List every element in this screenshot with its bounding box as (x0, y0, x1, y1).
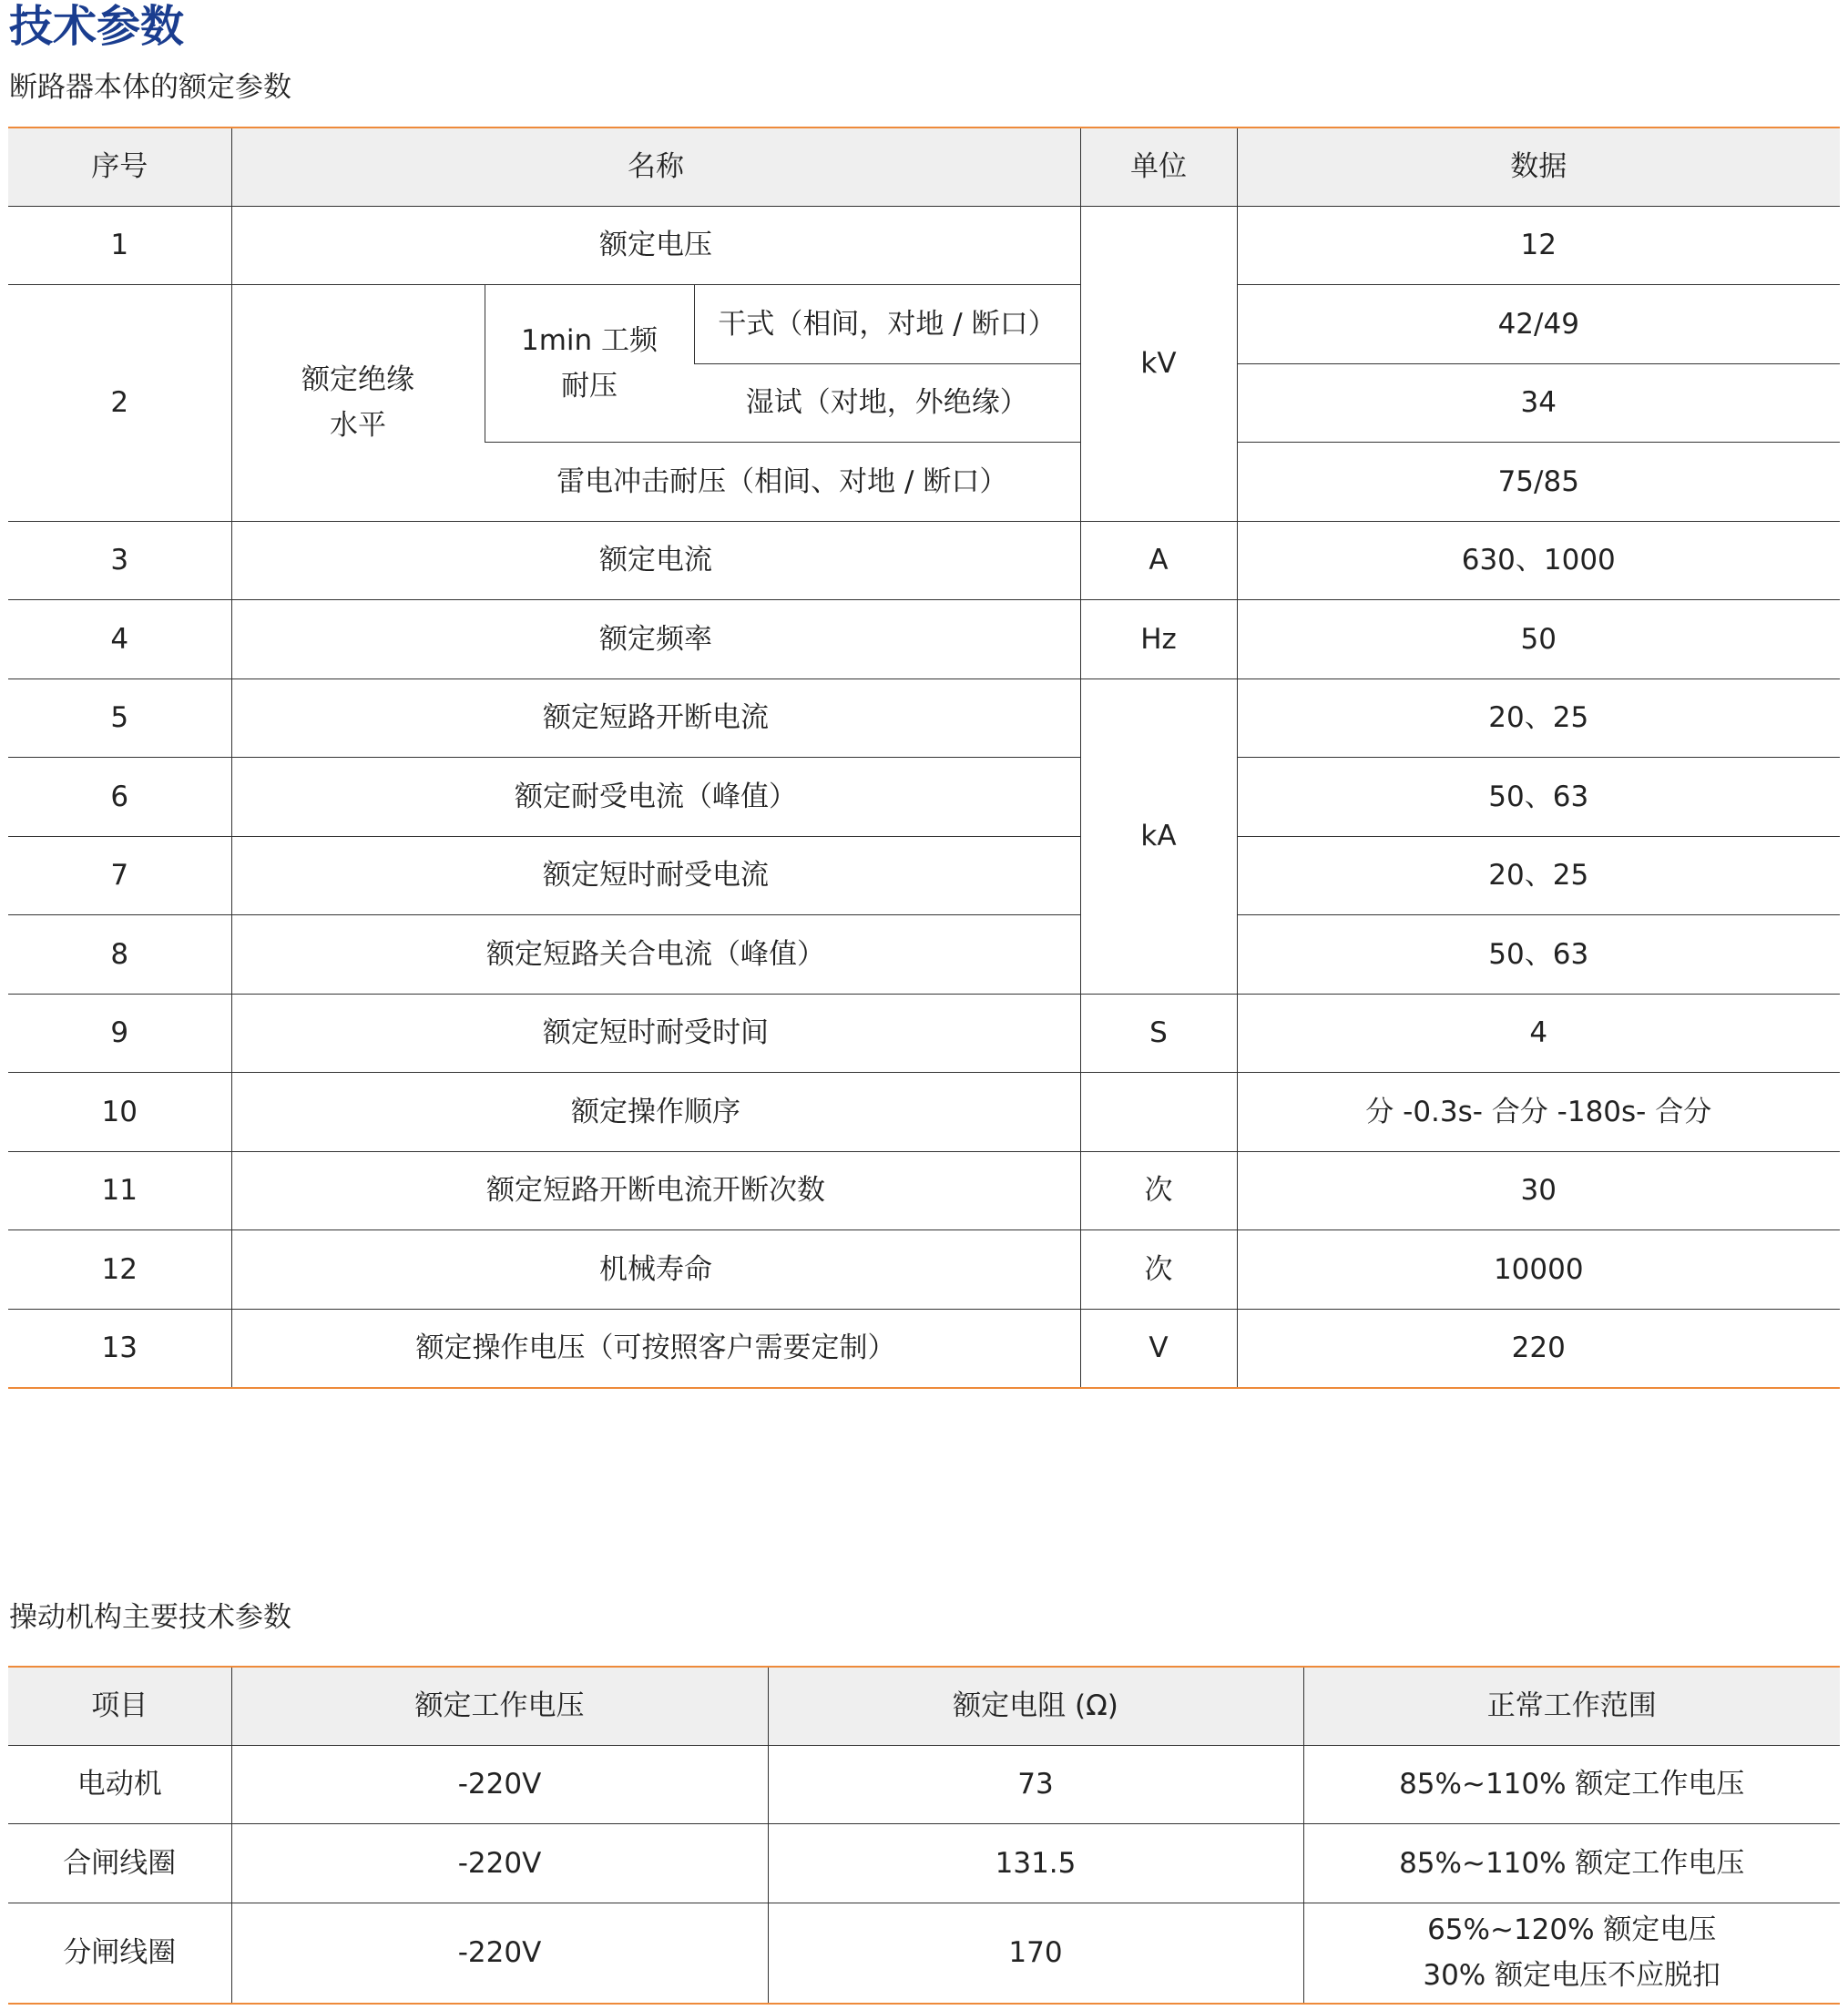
row-item: 电动机 (8, 1745, 231, 1824)
header-item: 项目 (8, 1667, 231, 1745)
row-unit: 次 (1080, 1151, 1237, 1230)
row-name: 额定短时耐受时间 (231, 994, 1080, 1073)
header-no: 序号 (8, 128, 231, 206)
table-row (8, 1745, 1840, 1824)
row-name: 额定短路开断电流 (231, 679, 1080, 758)
header-range: 正常工作范围 (1303, 1667, 1840, 1745)
table-row (8, 600, 1840, 679)
power-frequency-line1: 1min 工频 (520, 324, 659, 357)
header-unit: 单位 (1080, 128, 1237, 206)
row-no: 10 (8, 1073, 231, 1152)
row-unit: 次 (1080, 1230, 1237, 1310)
table-row (8, 1309, 1840, 1388)
table-row (8, 915, 1840, 995)
insulation-label-line1: 额定绝缘 (301, 363, 414, 397)
wet-test-label: 湿试（对地，外绝缘） (694, 363, 1080, 443)
insulation-label-line2: 水平 (330, 409, 386, 443)
wet-test-value: 34 (1237, 363, 1840, 443)
header-value: 数据 (1237, 128, 1840, 206)
table-row (8, 994, 1840, 1073)
row-value: 50 (1237, 600, 1840, 679)
row-range: 85%~110% 额定工作电压 (1303, 1824, 1840, 1903)
row-name: 额定操作电压（可按照客户需要定制） (231, 1309, 1080, 1388)
row-item: 分闸线圈 (63, 1936, 177, 1970)
power-frequency-label (485, 285, 694, 443)
header-name: 名称 (231, 128, 1080, 206)
range-line2: 30% 额定电压不应脱扣 (1423, 1959, 1721, 1993)
row-voltage: -220V (231, 1824, 768, 1903)
row-range (1303, 1903, 1840, 2004)
table-row (8, 206, 1840, 285)
insulation-level-label (231, 285, 485, 522)
row-name: 额定电流 (231, 521, 1080, 600)
row-no: 2 (8, 285, 231, 522)
table-row (8, 1151, 1840, 1230)
table-row (8, 1230, 1840, 1310)
row-value: 12 (1237, 206, 1840, 285)
row-unit: A (1080, 521, 1237, 600)
row-name: 额定短路开断电流开断次数 (231, 1151, 1080, 1230)
row-value: 10000 (1237, 1230, 1840, 1310)
row-no: 1 (8, 206, 231, 285)
range-line1: 65%~120% 额定电压 (1427, 1913, 1717, 1947)
row-value: 30 (1237, 1151, 1840, 1230)
row-no: 13 (101, 1331, 138, 1364)
page-title: 技术参数 (9, 1, 185, 52)
row-no: 12 (8, 1230, 231, 1310)
row-unit (1080, 1073, 1237, 1152)
row-no: 3 (8, 521, 231, 600)
row-resistance: 73 (768, 1745, 1303, 1824)
row-no: 7 (8, 836, 231, 915)
row-value: 220 (1237, 1309, 1840, 1388)
table-row (8, 679, 1840, 758)
row-value: 630、1000 (1237, 521, 1840, 600)
row-resistance: 170 (768, 1903, 1303, 2004)
table-row (8, 1903, 1840, 2004)
section-subtitle-breaker: 断路器本体的额定参数 (9, 71, 291, 104)
table-row (8, 758, 1840, 837)
row-value: 4 (1237, 994, 1840, 1073)
row-name: 额定短路关合电流（峰值） (231, 915, 1080, 995)
table-row (8, 1824, 1840, 1903)
row-value: 分 -0.3s- 合分 -180s- 合分 (1237, 1073, 1840, 1152)
row-voltage: -220V (231, 1745, 768, 1824)
row-range: 85%~110% 额定工作电压 (1303, 1745, 1840, 1824)
row-unit: S (1080, 994, 1237, 1073)
power-frequency-line2: 耐压 (561, 370, 618, 403)
row-value: 50、63 (1237, 915, 1840, 995)
unit-kv: kV (1080, 206, 1237, 521)
row-no: 9 (8, 994, 231, 1073)
row-item: 合闸线圈 (8, 1824, 231, 1903)
dry-test-label: 干式（相间，对地 / 断口） (694, 285, 1080, 364)
mechanism-parameter-table (8, 1666, 1840, 2005)
row-resistance: 131.5 (768, 1824, 1303, 1903)
row-voltage: -220V (231, 1903, 768, 2004)
table-header-row (8, 128, 1840, 206)
table-row (8, 1073, 1840, 1152)
row-value: 20、25 (1237, 836, 1840, 915)
row-no: 11 (8, 1151, 231, 1230)
row-value: 50、63 (1237, 758, 1840, 837)
row-unit: Hz (1080, 600, 1237, 679)
row-value: 20、25 (1237, 679, 1840, 758)
row-name: 额定耐受电流（峰值） (231, 758, 1080, 837)
row-name: 额定频率 (231, 600, 1080, 679)
unit-ka: kA (1080, 679, 1237, 994)
row-no: 5 (8, 679, 231, 758)
section-subtitle-mechanism: 操动机构主要技术参数 (9, 1601, 291, 1634)
row-name: 机械寿命 (231, 1230, 1080, 1310)
row-no: 6 (8, 758, 231, 837)
row-no: 4 (8, 600, 231, 679)
header-resistance: 额定电阻 (Ω) (768, 1667, 1303, 1745)
row-no: 8 (8, 915, 231, 995)
row-name: 额定电压 (231, 206, 1080, 285)
header-voltage: 额定工作电压 (231, 1667, 768, 1745)
table-row (8, 836, 1840, 915)
row-unit: V (1080, 1309, 1237, 1388)
row-name: 额定操作顺序 (231, 1073, 1080, 1152)
lightning-impulse-label: 雷电冲击耐压（相间、对地 / 断口） (485, 443, 1080, 522)
breaker-rating-table (8, 127, 1840, 1389)
table-row (8, 285, 1840, 364)
dry-test-value: 42/49 (1237, 285, 1840, 364)
table-header-row (8, 1667, 1840, 1745)
table-row (8, 521, 1840, 600)
row-name: 额定短时耐受电流 (231, 836, 1080, 915)
lightning-impulse-value: 75/85 (1237, 443, 1840, 522)
